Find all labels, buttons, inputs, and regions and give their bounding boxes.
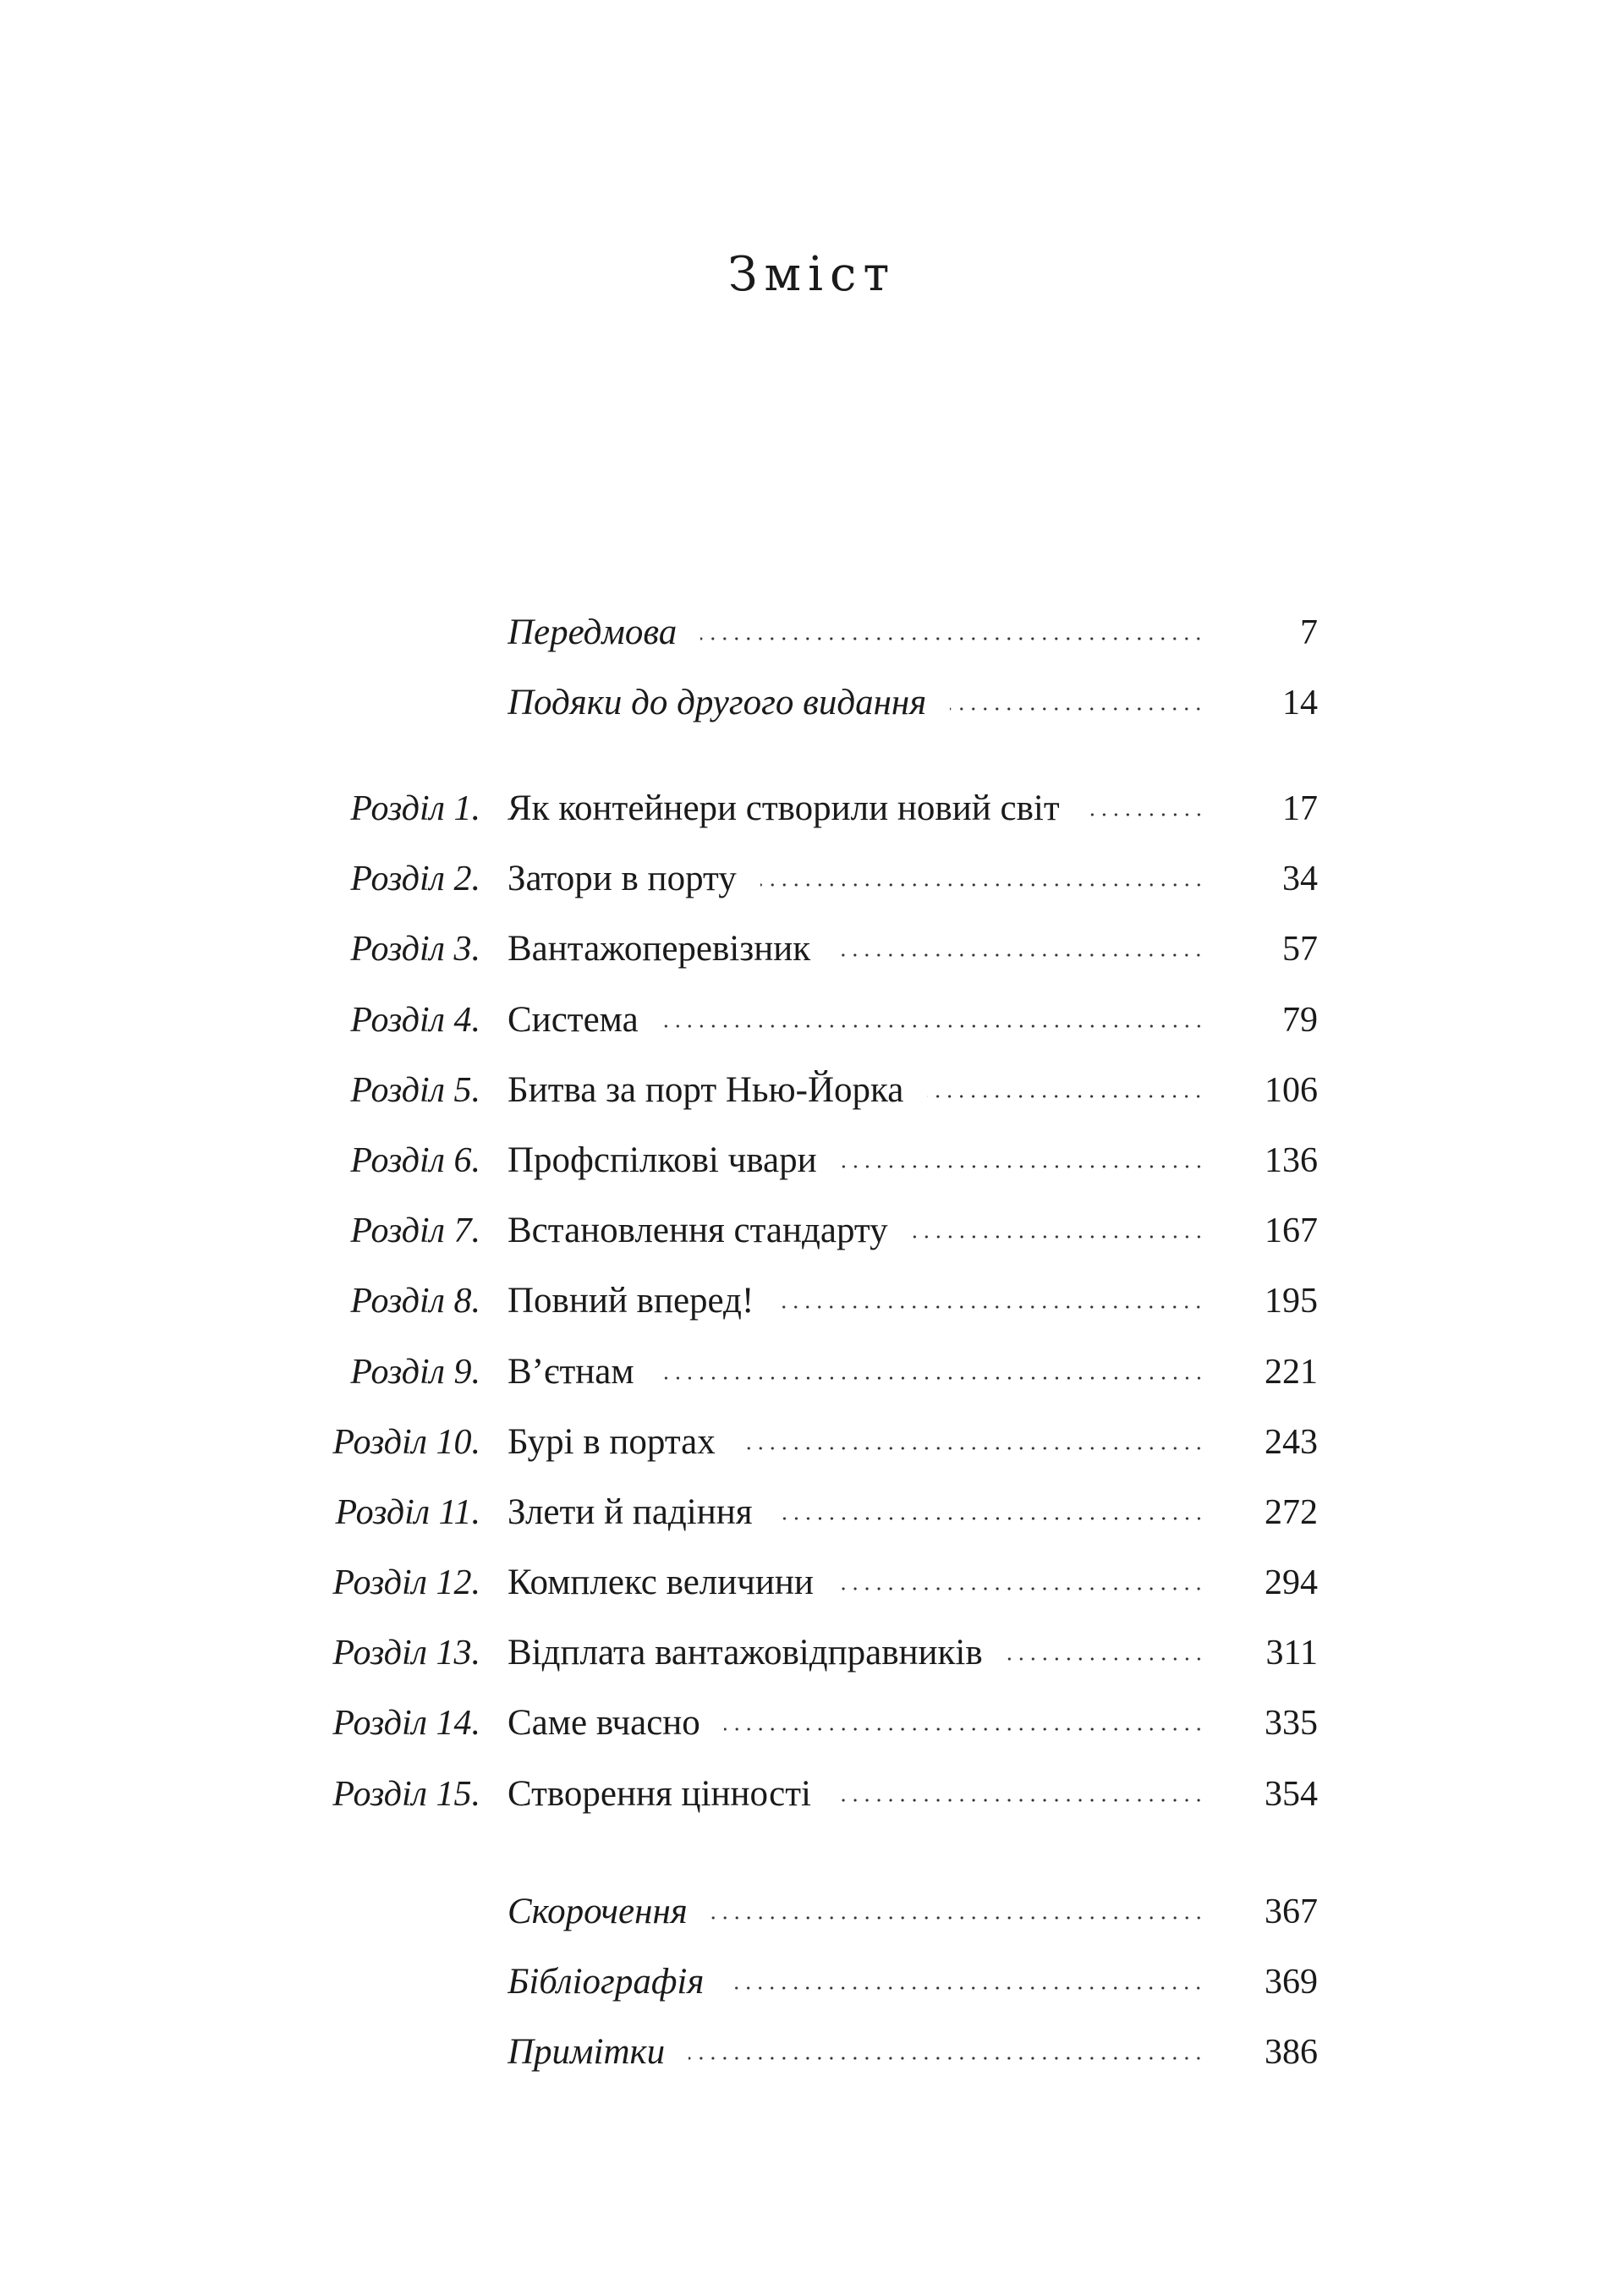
chapter-label: Розділ 7. [350, 1211, 480, 1251]
dot-leader [912, 1235, 1204, 1239]
toc-entry[interactable] [0, 1487, 1624, 1557]
toc-page-number: 7 [1300, 613, 1318, 652]
toc-entry[interactable] [0, 2027, 1624, 2097]
dot-leader [837, 1587, 1204, 1590]
dot-leader [1084, 813, 1204, 816]
toc-entry[interactable] [0, 854, 1624, 924]
toc-page-number: 34 [1282, 860, 1318, 899]
toc-page-number: 311 [1265, 1634, 1318, 1673]
toc-entry-title: Повний вперед! [508, 1281, 754, 1321]
toc-page-number: 243 [1265, 1422, 1318, 1462]
toc-page-number: 354 [1265, 1774, 1318, 1814]
dot-leader [950, 707, 1204, 711]
toc-entry-title: Примітки [508, 2032, 666, 2072]
chapter-label: Розділ 14. [332, 1704, 480, 1744]
toc-entry[interactable] [0, 1347, 1624, 1417]
chapter-list [0, 783, 1624, 1839]
chapter-label: Розділ 12. [332, 1563, 480, 1603]
toc-entry-title: Затори в порту [508, 859, 737, 899]
dot-leader [662, 1024, 1204, 1028]
toc-page-number: 14 [1282, 684, 1318, 722]
dot-leader [841, 1165, 1204, 1168]
toc-page-number: 386 [1265, 2033, 1318, 2072]
toc-entry[interactable] [0, 995, 1624, 1065]
toc-page-number: 167 [1265, 1211, 1318, 1251]
dot-leader [739, 1447, 1204, 1450]
front-matter-list [0, 607, 1624, 748]
toc-entry-title: Саме вчасно [508, 1703, 700, 1744]
chapter-label: Розділ 11. [335, 1492, 480, 1532]
dot-leader [711, 1916, 1204, 1920]
toc-page-number: 369 [1265, 1963, 1318, 2002]
chapter-label: Розділ 8. [350, 1282, 480, 1321]
toc-page-number: 195 [1265, 1282, 1318, 1321]
toc-page-number: 367 [1265, 1892, 1318, 1931]
chapter-label: Розділ 1. [350, 789, 480, 828]
dot-leader [760, 883, 1204, 887]
toc-entry[interactable] [0, 678, 1624, 748]
toc-page-number: 272 [1265, 1492, 1318, 1532]
toc-entry-title: Подяки до другого видання [508, 683, 927, 722]
dot-leader [658, 1376, 1204, 1380]
toc-entry-title: Профспілкові чвари [508, 1140, 817, 1180]
dot-leader [835, 1799, 1204, 1802]
toc-entry-title: В’єтнам [508, 1351, 634, 1392]
page-title: Зміст [727, 247, 897, 302]
chapter-label: Розділ 9. [350, 1352, 480, 1392]
toc-entry-title: Злети й падіння [508, 1491, 753, 1532]
toc-page-number: 294 [1265, 1563, 1318, 1603]
toc-entry[interactable] [0, 1417, 1624, 1487]
toc-entry[interactable] [0, 1135, 1624, 1206]
chapter-label: Розділ 13. [332, 1634, 480, 1673]
chapter-label: Розділ 5. [350, 1070, 480, 1110]
dot-leader [700, 637, 1204, 640]
toc-entry[interactable] [0, 1557, 1624, 1628]
toc-entry[interactable] [0, 783, 1624, 854]
toc-entry[interactable] [0, 1698, 1624, 1768]
toc-entry[interactable] [0, 607, 1624, 678]
toc-entry-title: Скорочення [508, 1892, 688, 1931]
toc-page-number: 335 [1265, 1704, 1318, 1744]
toc-entry-title: Битва за порт Нью-Йорка [508, 1069, 904, 1110]
chapter-label: Розділ 3. [350, 930, 480, 969]
toc-page-number: 221 [1265, 1352, 1318, 1392]
chapter-label: Розділ 2. [350, 860, 480, 899]
toc-entry-title: Встановлення стандарту [508, 1211, 888, 1251]
dot-leader [927, 1095, 1204, 1098]
toc-entry[interactable] [0, 1769, 1624, 1839]
chapter-label: Розділ 15. [332, 1774, 480, 1814]
toc-entry-title: Комплекс величини [508, 1563, 814, 1603]
toc-entry[interactable] [0, 1628, 1624, 1698]
back-matter-list [0, 1887, 1624, 2097]
toc-page-number: 17 [1282, 789, 1318, 828]
chapter-label: Розділ 4. [350, 1000, 480, 1040]
chapter-label: Розділ 6. [350, 1140, 480, 1180]
toc-page-number: 79 [1282, 1000, 1318, 1040]
toc-entry-title: Система [508, 999, 639, 1040]
dot-leader [689, 2057, 1204, 2060]
toc-entry-title: Створення цінності [508, 1773, 811, 1814]
toc-entry-title: Бібліографія [508, 1962, 705, 2002]
toc-page-number: 106 [1265, 1070, 1318, 1110]
toc-entry-title: Передмова [508, 612, 678, 652]
toc-entry[interactable] [0, 1957, 1624, 2027]
toc-entry[interactable] [0, 1206, 1624, 1276]
toc-entry[interactable] [0, 1887, 1624, 1957]
dot-leader [1007, 1657, 1204, 1661]
toc-entry-title: Як контейнери створили новий світ [508, 788, 1060, 828]
dot-leader [777, 1305, 1204, 1309]
toc-entry[interactable] [0, 924, 1624, 994]
dot-leader [776, 1517, 1204, 1520]
chapter-label: Розділ 10. [332, 1422, 480, 1462]
toc-entry[interactable] [0, 1065, 1624, 1135]
dot-leader [727, 1986, 1204, 1990]
toc-entry-title: Вантажоперевізник [508, 929, 811, 969]
dot-leader [724, 1727, 1204, 1731]
toc-entry-title: Бурі в портах [508, 1421, 716, 1462]
toc-entry[interactable] [0, 1276, 1624, 1346]
toc-page-number: 57 [1282, 930, 1318, 969]
toc-entry-title: Відплата вантажовідправників [508, 1633, 983, 1673]
toc-page-number: 136 [1265, 1140, 1318, 1180]
dot-leader [834, 953, 1204, 957]
